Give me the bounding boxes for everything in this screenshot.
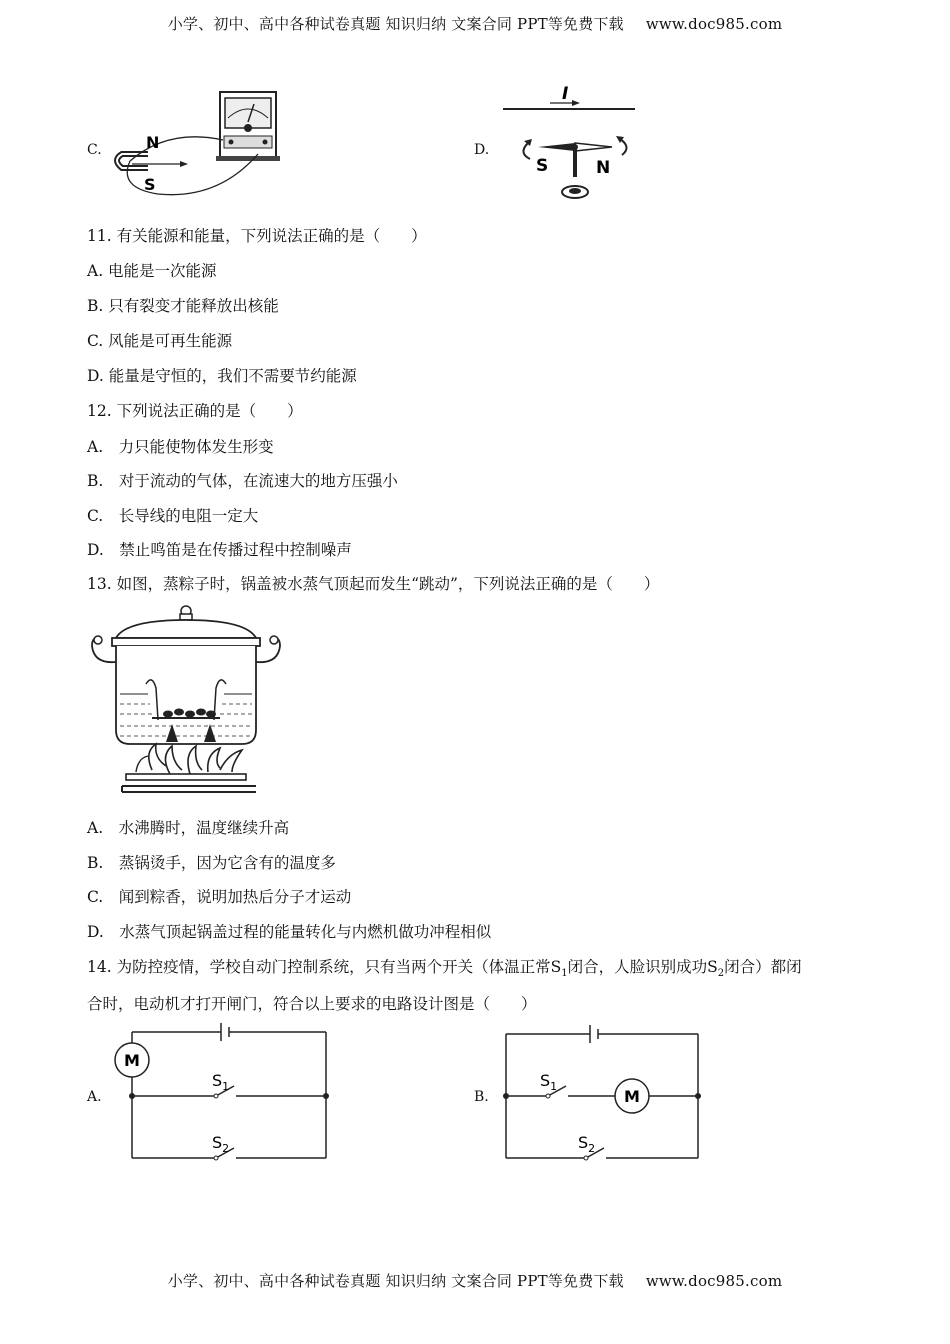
header-site-link[interactable]: www.doc985.com — [645, 15, 783, 33]
q10-fig-d-current-label: I — [562, 84, 569, 104]
q14-circuit-a-motor-label: M — [124, 1051, 140, 1070]
q11-option-c[interactable]: C. 风能是可再生能源 — [87, 332, 233, 350]
q14-circuit-a — [108, 1022, 334, 1164]
q14-stem-line2: 合时，电动机才打开闸门，符合以上要求的电路设计图是（ ） — [87, 995, 537, 1013]
q12-stem: 12. 下列说法正确的是（ ） — [87, 402, 303, 420]
q14-circuit-a-s1-label: $S_1$ — [212, 1071, 230, 1093]
q14-s2-subscript: 2 — [717, 968, 725, 980]
q11-option-a[interactable]: A. 电能是一次能源 — [87, 262, 217, 280]
q12-option-b[interactable]: B. 对于流动的气体，在流速大的地方压强小 — [87, 472, 398, 490]
q12-option-d[interactable]: D. 禁止鸣笛是在传播过程中控制噪声 — [87, 541, 352, 559]
q14-circuit-b — [498, 1022, 704, 1164]
q14-circuit-b-s2-label: $S_2$ — [578, 1133, 596, 1155]
q14-stem-part2: 闭合，人脸识别成功 — [567, 958, 708, 976]
q11-option-d[interactable]: D. 能量是守恒的，我们不需要节约能源 — [87, 367, 357, 385]
q10-fig-d-s-label: S — [536, 156, 549, 176]
footer-site-link[interactable]: www.doc985.com — [645, 1272, 783, 1290]
q13-option-b[interactable]: B. 蒸锅烫手，因为它含有的温度多 — [87, 854, 336, 872]
q14-option-b-label[interactable]: B. — [474, 1089, 489, 1105]
q14-s1-subscript: 1 — [561, 968, 568, 980]
q14-s2-symbol: S — [707, 958, 718, 976]
q10-option-c-label[interactable]: C. — [87, 142, 102, 158]
header-text: 小学、初中、高中各种试卷真题 知识归纳 文案合同 PPT等免费下载 — [167, 15, 624, 33]
page-footer — [0, 1270, 950, 1291]
q10-figure-d — [500, 85, 640, 205]
q14-stem-part3: 闭合）都闭 — [724, 958, 802, 976]
q13-option-d[interactable]: D. 水蒸气顶起锅盖过程的能量转化与内燃机做功冲程相似 — [87, 923, 492, 941]
q10-fig-d-n-label: N — [596, 158, 611, 178]
q14-circuit-b-motor-label: M — [624, 1087, 640, 1106]
q11-option-b[interactable]: B. 只有裂变才能释放出核能 — [87, 297, 279, 315]
q11-stem: 11. 有关能源和能量，下列说法正确的是（ ） — [87, 227, 427, 245]
q13-option-a[interactable]: A. 水沸腾时，温度继续升高 — [87, 819, 290, 837]
q14-circuit-b-s1-label: $S_1$ — [540, 1071, 558, 1093]
page-header — [0, 13, 950, 34]
q10-fig-c-s-label: S — [144, 175, 156, 194]
q10-fig-c-n-label: N — [146, 133, 160, 152]
q14-stem-line1 — [87, 955, 802, 979]
q13-stem: 13. 如图，蒸粽子时，锅盖被水蒸气顶起而发生“跳动”，下列说法正确的是（ ） — [87, 575, 660, 593]
footer-text: 小学、初中、高中各种试卷真题 知识归纳 文案合同 PPT等免费下载 — [167, 1272, 624, 1290]
q14-stem-part1: 14. 为防控疫情，学校自动门控制系统，只有当两个开关（体温正常 — [87, 958, 551, 976]
q13-steamer-figure — [86, 602, 296, 802]
q10-option-d-label[interactable]: D. — [474, 142, 490, 158]
q12-option-a[interactable]: A. 力只能使物体发生形变 — [87, 438, 274, 456]
q14-s1-symbol: S — [550, 958, 562, 976]
q13-option-c[interactable]: C. 闻到粽香，说明加热后分子才运动 — [87, 888, 352, 906]
q10-figure-c — [108, 88, 288, 203]
q14-option-a-label[interactable]: A. — [87, 1089, 102, 1105]
q12-option-c[interactable]: C. 长导线的电阻一定大 — [87, 507, 259, 525]
q14-circuit-a-s2-label: $S_2$ — [212, 1133, 230, 1155]
